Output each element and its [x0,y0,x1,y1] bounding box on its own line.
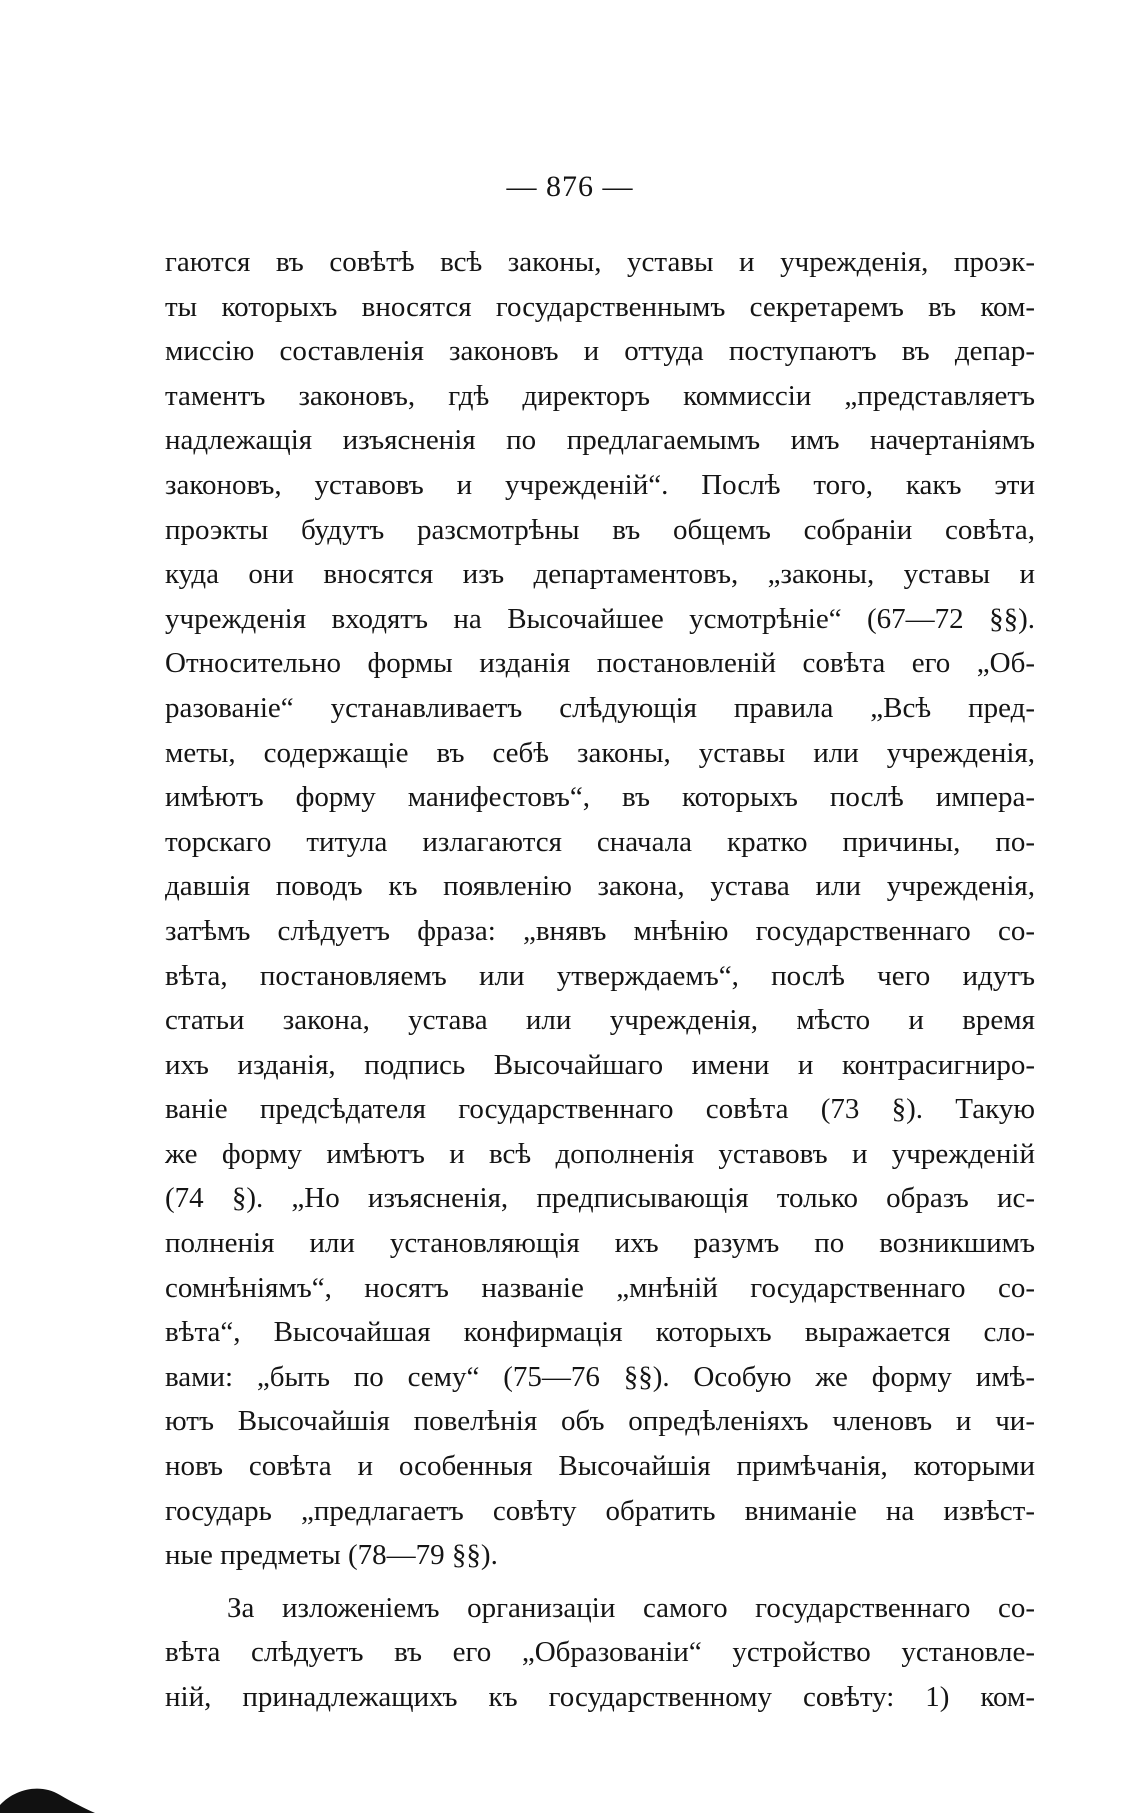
text-line: имѣютъ форму манифестовъ“, въ которыхъ послѣ импера- [165,781,1035,814]
text-line: ютъ Высочайшія повелѣнія объ опредѣленіяхъ членовъ и чи- [165,1405,1035,1438]
body-text [165,240,1035,1720]
text-line: затѣмъ слѣдуетъ фраза: „внявъ мнѣнію государственнаго со- [165,914,1035,947]
text-line: государь „предлагаетъ совѣту обратить вниманіе на извѣст- [165,1494,1035,1527]
text-line: вѣта слѣдуетъ въ его „Образованіи“ устройство установле- [165,1636,1035,1669]
text-line: сомнѣніямъ“, носятъ названіе „мнѣній государственнаго со- [165,1271,1035,1304]
text-line: ихъ изданія, подпись Высочайшаго имени и контрасигниро- [165,1048,1035,1081]
paragraph-2 [165,1586,1035,1720]
text-line: надлежащія изъясненія по предлагаемымъ имъ начертаніямъ [165,424,1035,457]
text-line: законовъ, уставовъ и учрежденій“. Послѣ того, какъ эти [165,468,1035,501]
text-line: давшія поводъ къ появленію закона, устава или учрежденія, [165,870,1035,903]
text-line: меты, содержащіе въ себѣ законы, уставы или учрежденія, [165,736,1035,769]
text-line: торскаго титула излагаются сначала кратко причины, по- [165,825,1035,858]
paragraph-1 [165,240,1035,1578]
text-line: статьи закона, устава или учрежденія, мѣсто и время [165,1004,1035,1037]
text-line: вами: „быть по сему“ (75—76 §§). Особую же форму имѣ- [165,1360,1035,1393]
text-line: вѣта, постановляемъ или утверждаемъ“, послѣ чего идутъ [165,959,1035,992]
page-number: — 876 — [506,170,634,203]
text-line: полненія или установляющія ихъ разумъ по возникшимъ [165,1227,1035,1260]
text-line: учрежденія входятъ на Высочайшее усмотрѣніе“ (67—72 §§). [165,602,1035,635]
text-line: За изложеніемъ организаціи самого государственнаго со- [227,1591,1035,1624]
text-line: разованіе“ устанавливаетъ слѣдующія правила „Всѣ пред- [165,691,1035,724]
text-line: ные предметы (78—79 §§). [165,1539,498,1572]
text-line: ты которыхъ вносятся государственнымъ секретаремъ въ ком- [165,290,1035,323]
page-edge-mark [0,1775,95,1813]
text-line: гаются въ совѣтѣ всѣ законы, уставы и учрежденія, проэк- [165,246,1035,278]
text-line: вѣта“, Высочайшая конфирмація которыхъ выражается сло- [165,1316,1035,1349]
text-line: ній, принадлежащихъ къ государственному совѣту: 1) ком- [165,1681,1035,1713]
paragraph-gap [165,1578,1035,1586]
text-line: проэкты будутъ разсмотрѣны въ общемъ собраніи совѣта, [165,513,1035,546]
text-line: новъ совѣта и особенныя Высочайшія примѣчанія, которыми [165,1450,1035,1483]
text-line: ваніе предсѣдателя государственнаго совѣта (73 §). Такую [165,1093,1035,1126]
text-line: (74 §). „Но изъясненія, предписывающія только образъ ис- [165,1182,1035,1215]
text-line: миссію составленія законовъ и оттуда поступаютъ въ депар- [165,335,1035,368]
text-line: же форму имѣютъ и всѣ дополненія уставовъ и учрежденій [165,1137,1035,1170]
text-line: Относительно формы изданія постановленій совѣта его „Об- [165,647,1035,680]
text-line: куда они вносятся изъ департаментовъ, „законы, уставы и [165,558,1035,591]
text-line: таментъ законовъ, гдѣ директоръ коммиссіи „представляетъ [165,379,1035,412]
